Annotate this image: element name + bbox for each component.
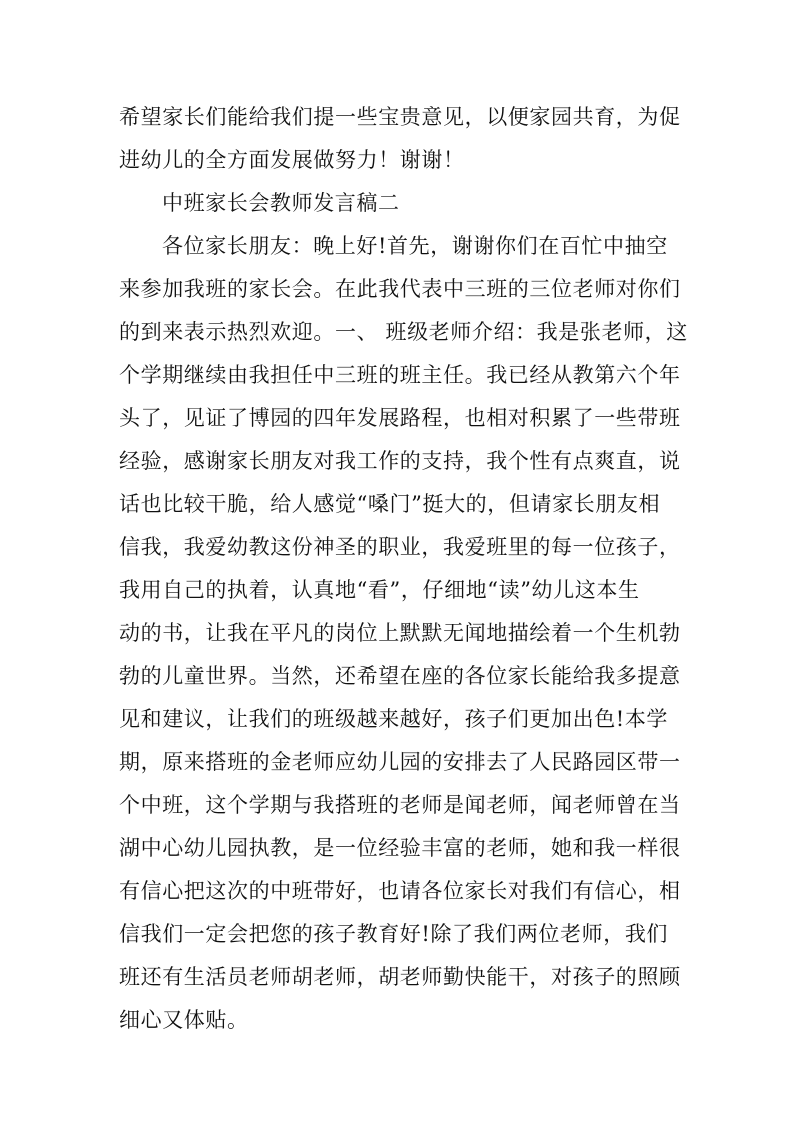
paragraph-line: 勃的儿童世界。当然，还希望在座的各位家长能给我多提意 — [119, 664, 681, 688]
paragraph-line: 信我，我爱幼教这份神圣的职业，我爱班里的每一位孩子， — [119, 535, 681, 559]
paragraph-line: 经验，感谢家长朋友对我工作的支持，我个性有点爽直，说 — [119, 449, 681, 473]
paragraph-line: 希望家长们能给我们提一些宝贵意见，以便家园共育，为促 — [119, 105, 681, 129]
paragraph-line: 我用自己的执着，认真地“看”，仔细地“读”幼儿这本生 — [119, 578, 640, 602]
paragraph-line: 个学期继续由我担任中三班的班主任。我已经从教第六个年 — [119, 363, 681, 387]
paragraph-line: 细心又体贴。 — [119, 1008, 249, 1032]
paragraph-line: 来参加我班的家长会。在此我代表中三班的三位老师对你们 — [119, 277, 681, 301]
paragraph-line: 期，原来搭班的金老师应幼儿园的安排去了人民路园区带一 — [119, 750, 681, 774]
paragraph-line: 进幼儿的全方面发展做努力！谢谢！ — [119, 148, 465, 172]
paragraph-line: 动的书，让我在平凡的岗位上默默无闻地描绘着一个生机勃 — [119, 621, 681, 645]
paragraph-line: 见和建议，让我们的班级越来越好，孩子们更加出色!本学 — [119, 707, 669, 731]
paragraph-line: 各位家长朋友：晚上好!首先，谢谢你们在百忙中抽空 — [162, 234, 668, 258]
section-heading: 中班家长会教师发言稿二 — [162, 191, 400, 215]
paragraph-line: 的到来表示热烈欢迎。一、 班级老师介绍：我是张老师，这 — [119, 320, 688, 344]
paragraph-line: 个中班，这个学期与我搭班的老师是闻老师，闻老师曾在当 — [119, 793, 681, 817]
paragraph-line: 话也比较干脆，给人感觉“嗓门”挺大的，但请家长朋友相 — [119, 492, 661, 516]
paragraph-line: 湖中心幼儿园执教，是一位经验丰富的老师，她和我一样很 — [119, 836, 681, 860]
paragraph-line: 头了，见证了博园的四年发展路程，也相对积累了一些带班 — [119, 406, 681, 430]
paragraph-line: 信我们一定会把您的孩子教育好!除了我们两位老师，我们 — [119, 922, 669, 946]
paragraph-line: 班还有生活员老师胡老师，胡老师勤快能干，对孩子的照顾 — [119, 965, 681, 989]
paragraph-line: 有信心把这次的中班带好，也请各位家长对我们有信心，相 — [119, 879, 681, 903]
